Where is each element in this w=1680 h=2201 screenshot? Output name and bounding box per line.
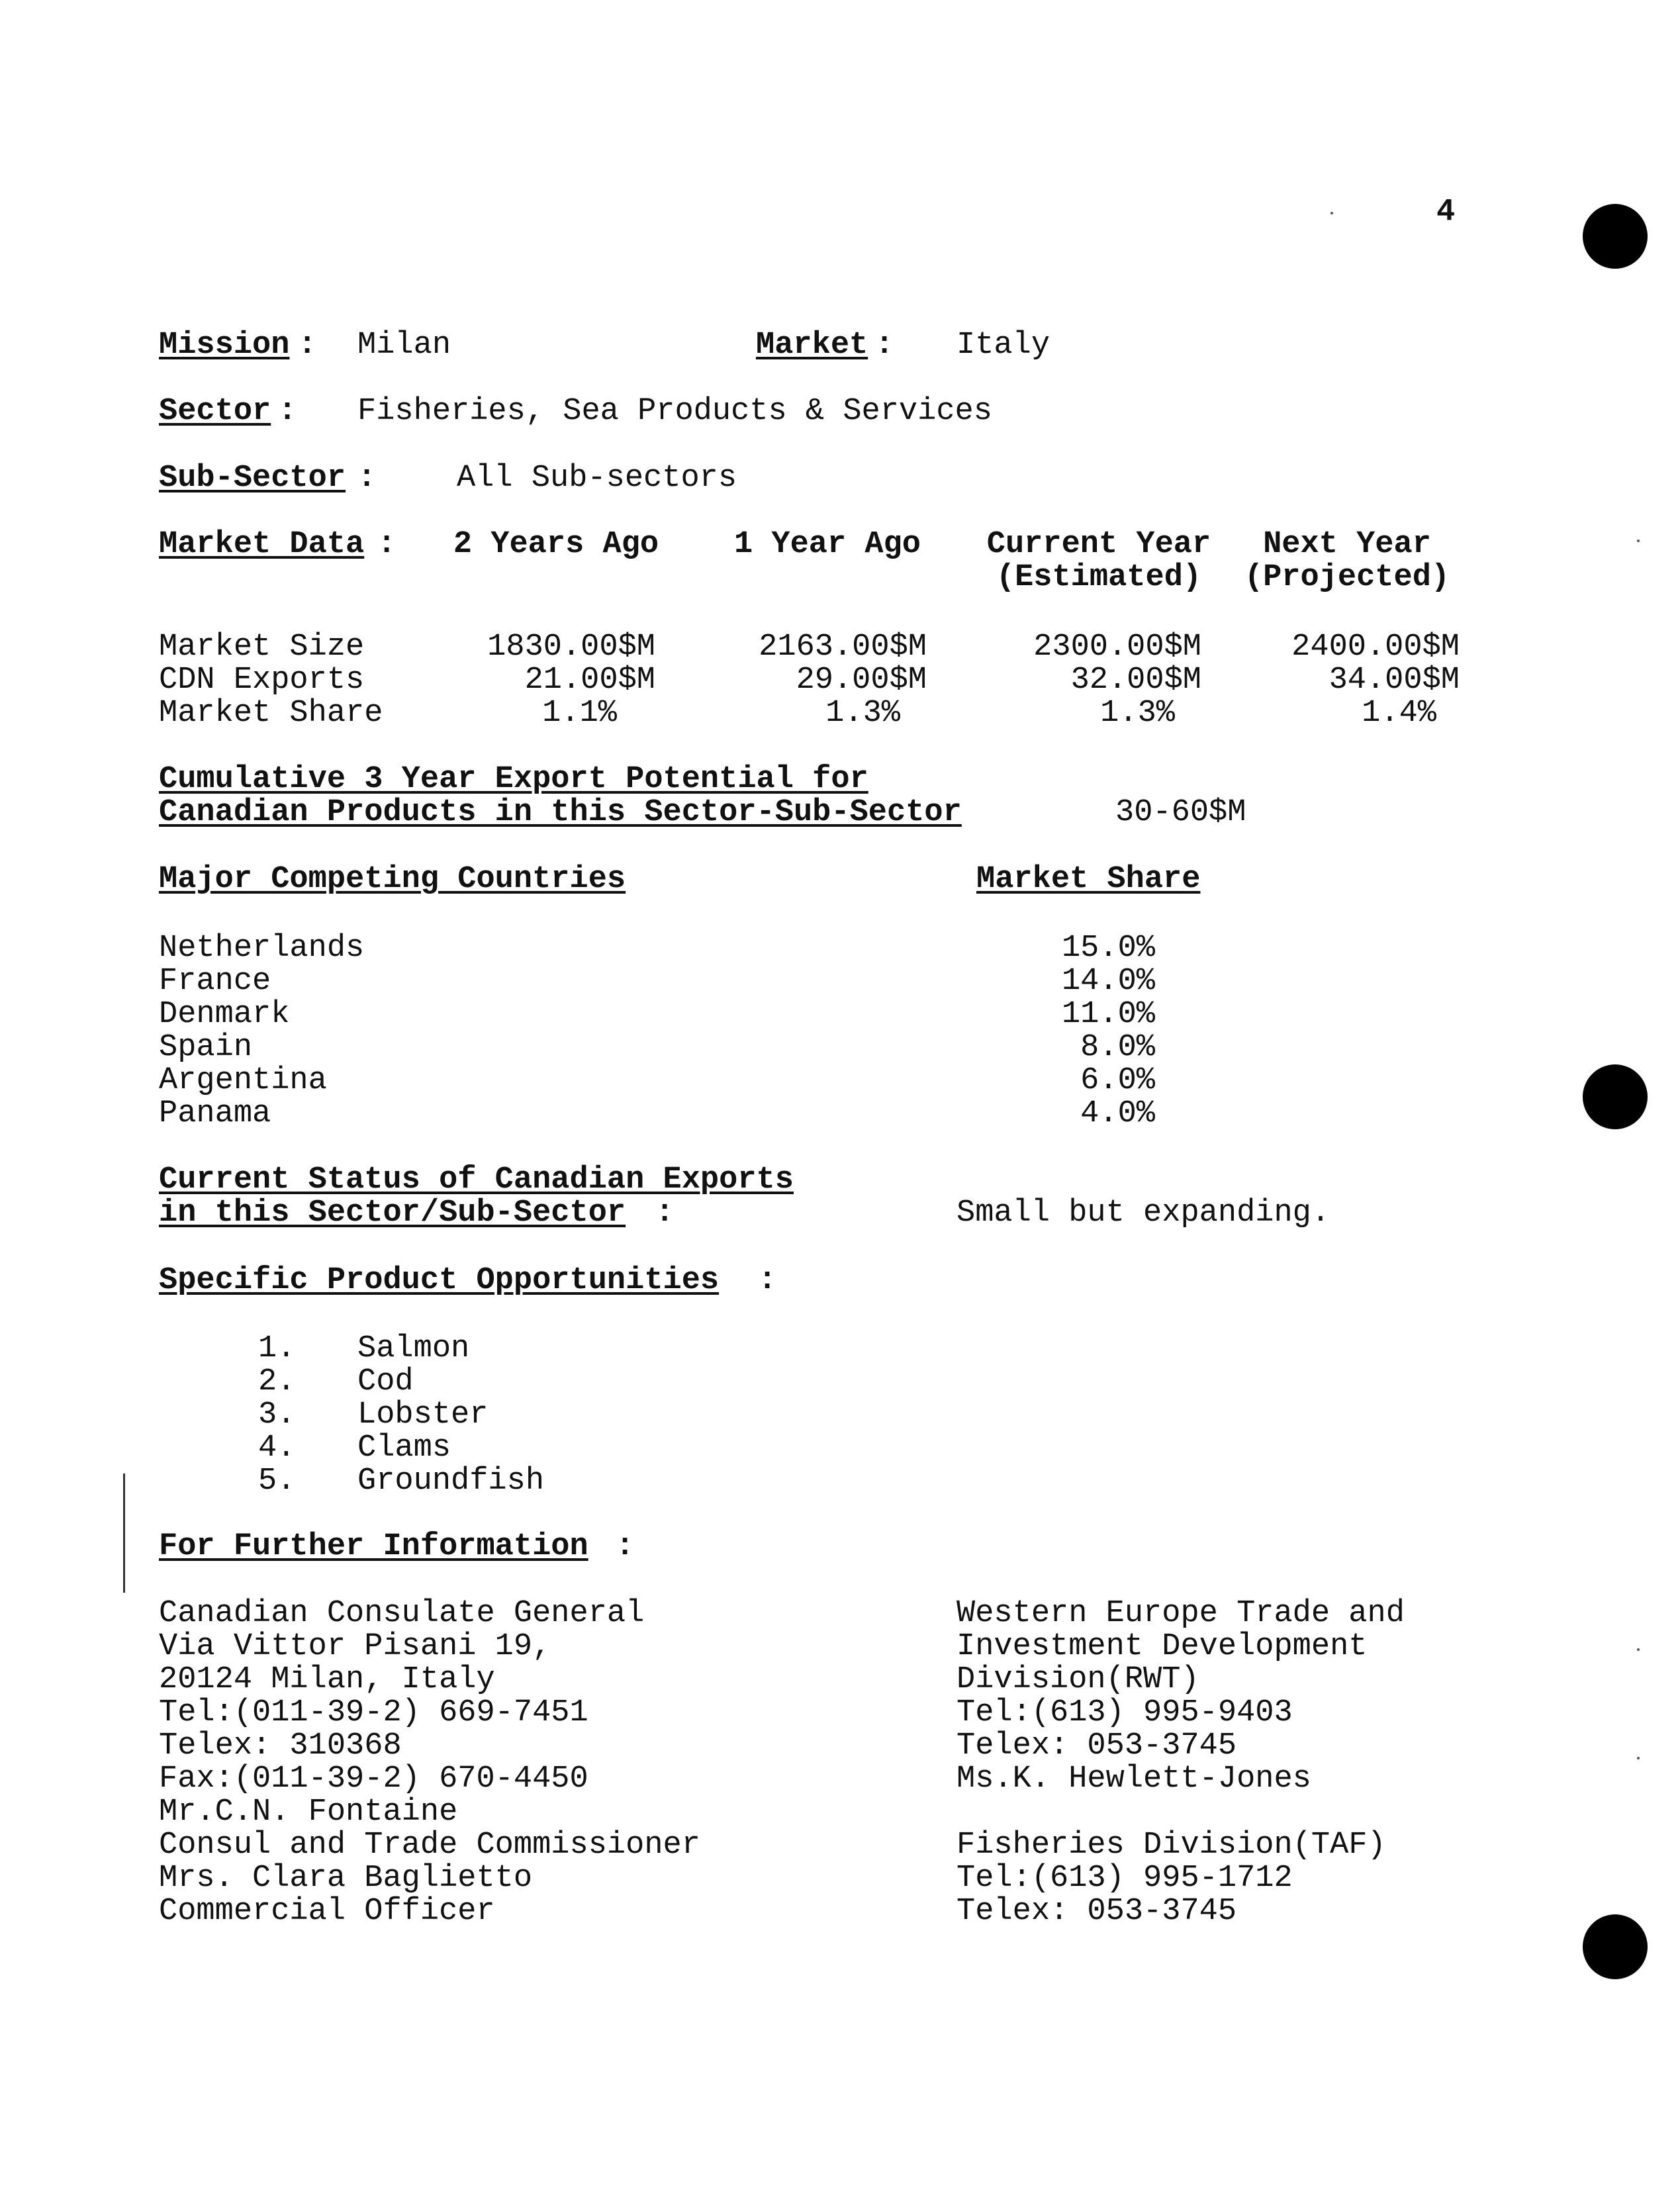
- scan-speck: [1637, 1757, 1640, 1759]
- market-share-current-year: 1.3%: [1100, 696, 1175, 731]
- opportunities-colon: :: [758, 1263, 777, 1298]
- competitor-share: 6.0%: [1080, 1063, 1155, 1098]
- market-share-1-year-ago: 1.3%: [825, 696, 900, 731]
- row-label-cdn-exports: CDN Exports: [159, 663, 365, 698]
- competitor-share: 4.0%: [1080, 1096, 1155, 1131]
- subsector-value: All Sub-sectors: [457, 461, 737, 496]
- scan-speck: [1330, 212, 1333, 214]
- contact-left-line: Commercial Officer: [159, 1894, 495, 1929]
- current-status-label-line2: in this Sector/Sub-Sector: [159, 1195, 626, 1231]
- contact-left-line: Via Vittor Pisani 19,: [159, 1629, 551, 1664]
- opportunity-item: Groundfish: [357, 1464, 545, 1499]
- contact-right-line: Telex: 053-3745: [957, 1728, 1237, 1763]
- mission-value: Milan: [357, 328, 451, 363]
- market-size-1-year-ago: 2163.00$M: [759, 630, 927, 665]
- market-colon: :: [875, 328, 894, 363]
- contact-right-line: Tel:(613) 995-1712: [957, 1861, 1293, 1896]
- export-potential-label-line2: Canadian Products in this Sector-Sub-Sector: [159, 795, 962, 830]
- competitor-country: France: [159, 964, 271, 999]
- competitor-share: 15.0%: [1061, 931, 1155, 966]
- opportunity-item: Cod: [357, 1364, 414, 1399]
- contact-left-line: Canadian Consulate General: [159, 1596, 645, 1631]
- scan-speck: [1637, 1648, 1640, 1651]
- column-subheader-next-year: (Projected): [1244, 560, 1450, 595]
- contact-right-line: Investment Development: [957, 1629, 1368, 1664]
- contact-left-line: Consul and Trade Commissioner: [159, 1828, 700, 1863]
- row-label-market-size: Market Size: [159, 630, 365, 665]
- current-status-value: Small but expanding.: [957, 1195, 1330, 1231]
- scan-speck: [1637, 539, 1640, 542]
- opportunity-item: Salmon: [357, 1331, 470, 1366]
- contact-right-line: Tel:(613) 995-9403: [957, 1695, 1293, 1730]
- market-share-next-year: 1.4%: [1362, 696, 1436, 731]
- market-data-label: Market Data: [159, 527, 365, 562]
- competitor-share: 11.0%: [1061, 997, 1155, 1032]
- cdn-exports-next-year: 34.00$M: [1329, 663, 1460, 698]
- market-share-2-years-ago: 1.1%: [542, 696, 617, 731]
- punch-hole-top: [1583, 204, 1648, 269]
- opportunity-number: 1.: [258, 1331, 296, 1366]
- opportunities-label: Specific Product Opportunities: [159, 1263, 720, 1298]
- competitor-country: Argentina: [159, 1063, 327, 1098]
- opportunity-number: 5.: [258, 1464, 296, 1499]
- contact-right-line: Telex: 053-3745: [957, 1894, 1237, 1929]
- row-label-market-share: Market Share: [159, 696, 383, 731]
- competitor-share: 14.0%: [1061, 964, 1155, 999]
- opportunity-number: 2.: [258, 1364, 296, 1399]
- current-status-colon: :: [655, 1195, 675, 1231]
- page-number: 4: [1436, 195, 1456, 230]
- column-header-2-years-ago: 2 Years Ago: [453, 527, 659, 562]
- opportunity-item: Clams: [357, 1430, 451, 1466]
- mission-label: Mission: [159, 328, 290, 363]
- sector-value: Fisheries, Sea Products & Services: [357, 394, 992, 429]
- market-label: Market: [756, 328, 868, 363]
- mission-colon: :: [298, 328, 317, 363]
- competitor-share-header: Market Share: [976, 862, 1201, 897]
- contact-right-line: Fisheries Division(TAF): [957, 1828, 1386, 1863]
- contact-right-line: Western Europe Trade and: [957, 1596, 1405, 1631]
- contact-left-line: Tel:(011-39-2) 669-7451: [159, 1695, 588, 1730]
- further-info-colon-mark: :: [616, 1529, 635, 1564]
- current-status-label-line1: Current Status of Canadian Exports: [159, 1162, 794, 1197]
- market-size-current-year: 2300.00$M: [1033, 630, 1201, 665]
- export-potential-label-line1: Cumulative 3 Year Export Potential for: [159, 762, 868, 797]
- cdn-exports-current-year: 32.00$M: [1070, 663, 1201, 698]
- export-potential-value: 30-60$M: [1115, 795, 1246, 830]
- column-header-next-year: Next Year: [1263, 527, 1431, 562]
- competitor-share: 8.0%: [1080, 1030, 1155, 1065]
- competitor-country: Panama: [159, 1096, 271, 1131]
- market-size-next-year: 2400.00$M: [1291, 630, 1460, 665]
- opportunity-item: Lobster: [357, 1397, 489, 1432]
- punch-hole-bottom: [1583, 1914, 1648, 1979]
- further-info-label: For Further Information: [159, 1529, 588, 1564]
- column-header-current-year: Current Year: [986, 527, 1211, 562]
- subsector-label: Sub-Sector: [159, 461, 346, 496]
- contact-right-line: Division(RWT): [957, 1662, 1199, 1697]
- competitor-country: Netherlands: [159, 931, 365, 966]
- opportunity-number: 3.: [258, 1397, 296, 1432]
- market-value: Italy: [957, 328, 1050, 363]
- cdn-exports-2-years-ago: 21.00$M: [524, 663, 655, 698]
- competitor-country: Spain: [159, 1030, 253, 1065]
- subsector-colon: :: [357, 461, 377, 496]
- cdn-exports-1-year-ago: 29.00$M: [796, 663, 927, 698]
- contact-left-line: Fax:(011-39-2) 670-4450: [159, 1761, 588, 1797]
- sector-colon: :: [278, 394, 297, 429]
- contact-left-line: 20124 Milan, Italy: [159, 1662, 495, 1697]
- column-subheader-current-year: (Estimated): [996, 560, 1202, 595]
- sector-label: Sector: [159, 394, 271, 429]
- market-size-2-years-ago: 1830.00$M: [487, 630, 655, 665]
- contact-left-line: Mr.C.N. Fontaine: [159, 1795, 458, 1830]
- competitor-country: Denmark: [159, 997, 290, 1032]
- scan-mark-line: [123, 1474, 125, 1593]
- opportunity-number: 4.: [258, 1430, 296, 1466]
- contact-left-line: Telex: 310368: [159, 1728, 402, 1763]
- contact-right-line: Ms.K. Hewlett-Jones: [957, 1761, 1311, 1797]
- competing-countries-header: Major Competing Countries: [159, 862, 626, 897]
- contact-left-line: Mrs. Clara Baglietto: [159, 1861, 533, 1896]
- column-header-1-year-ago: 1 Year Ago: [733, 527, 921, 562]
- market-data-colon: :: [377, 527, 397, 562]
- punch-hole-middle: [1583, 1064, 1648, 1129]
